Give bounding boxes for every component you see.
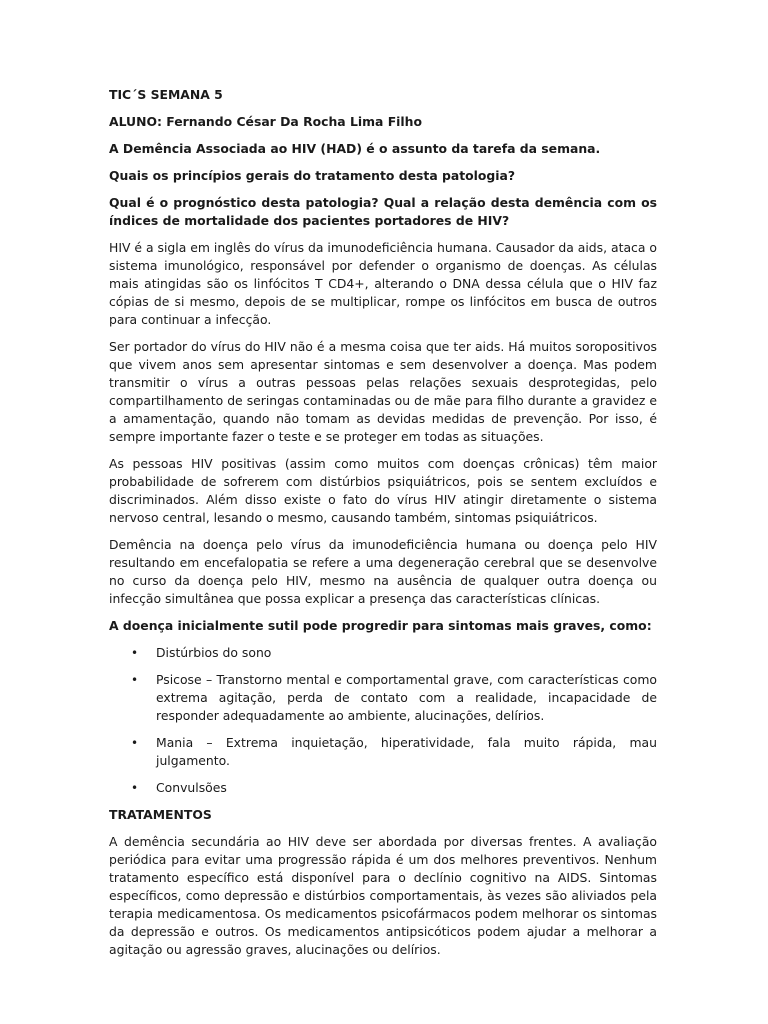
bullet-icon: •	[131, 673, 139, 687]
list-item	[109, 671, 657, 725]
symptoms-intro: A doença inicialmente sutil pode progredir para sintomas mais graves, como:	[109, 618, 652, 633]
document-page	[109, 86, 657, 968]
question-treatment: Quais os princípios gerais do tratamento desta patologia?	[109, 168, 516, 183]
week-title: TIC´S SEMANA 5	[109, 87, 223, 102]
paragraph-psychiatric-disorders: As pessoas HIV positivas (assim como muitos com doenças crônicas) têm maior probabilidade de sofrerem com distúrbios psiquiátricos, pois se sentem excluídos e discriminados. Além disso existe o fato do vírus HIV atingir diretamente o sistema nervoso central, lesando o mesmo, causando também, sintomas psiquiátricos.	[109, 456, 657, 525]
list-item	[109, 644, 657, 662]
question-prognosis: Qual é o prognóstico desta patologia? Qual a relação desta demência com os índices de mortalidade dos pacientes portadores de HIV?	[109, 195, 657, 228]
symptoms-list	[109, 644, 657, 797]
assignment-topic: A Demência Associada ao HIV (HAD) é o assunto da tarefa da semana.	[109, 141, 601, 156]
paragraph-hiv-definition: HIV é a sigla em inglês do vírus da imunodeficiência humana. Causador da aids, ataca o sistema imunológico, responsável por defender o organismo de doenças. As células mais atingidas são os linfócitos T CD4+, alterando o DNA dessa célula que o HIV faz cópias de si mesmo, depois de se multiplicar, rompe os linfócitos em busca de outros para continuar a infecção.	[109, 240, 657, 327]
list-item-text: Convulsões	[156, 780, 227, 795]
list-item	[109, 734, 657, 770]
list-item-text: Psicose – Transtorno mental e comportamental grave, com características como extrema agitação, perda de contato com a realidade, incapacidade de responder adequadamente ao ambiente, alucinações, delírios.	[156, 672, 657, 723]
list-item-text: Distúrbios do sono	[156, 645, 272, 660]
paragraph-treatments: A demência secundária ao HIV deve ser abordada por diversas frentes. A avaliação periódica para evitar uma progressão rápida é um dos melhores preventivos. Nenhum tratamento específico está disponível para o declínio cognitivo na AIDS. Sintomas específicos, como depressão e distúrbios comportamentais, às vezes são aliviados pela terapia medicamentosa. Os medicamentos psicofármacos podem melhorar os sintomas da depressão e outros. Os medicamentos antipsicóticos podem ajudar a melhorar a agitação ou agressão graves, alucinações ou delírios.	[109, 834, 657, 957]
treatments-heading: TRATAMENTOS	[109, 807, 212, 822]
list-item-text: Mania – Extrema inquietação, hiperatividade, fala muito rápida, mau julgamento.	[156, 735, 657, 768]
bullet-icon: •	[131, 736, 139, 750]
bullet-icon: •	[131, 646, 139, 660]
paragraph-dementia-definition: Demência na doença pelo vírus da imunodeficiência humana ou doença pelo HIV resultando em encefalopatia se refere a uma degeneração cerebral que se desenvolve no curso da doença pelo HIV, mesmo na ausência de qualquer outra doença ou infecção simultânea que possa explicar a presença das características clínicas.	[109, 537, 657, 606]
student-name: ALUNO: Fernando César Da Rocha Lima Filho	[109, 114, 422, 129]
list-item	[109, 779, 657, 797]
paragraph-carrier-vs-aids: Ser portador do vírus do HIV não é a mesma coisa que ter aids. Há muitos soropositivos que vivem anos sem apresentar sintomas e sem desenvolver a doença. Mas podem transmitir o vírus a outras pessoas pelas relações sexuais desprotegidas, pelo compartilhamento de seringas contaminadas ou de mãe para filho durante a gravidez e a amamentação, quando não tomam as devidas medidas de prevenção. Por isso, é sempre importante fazer o teste e se proteger em todas as situações.	[109, 339, 657, 444]
bullet-icon: •	[131, 781, 139, 795]
